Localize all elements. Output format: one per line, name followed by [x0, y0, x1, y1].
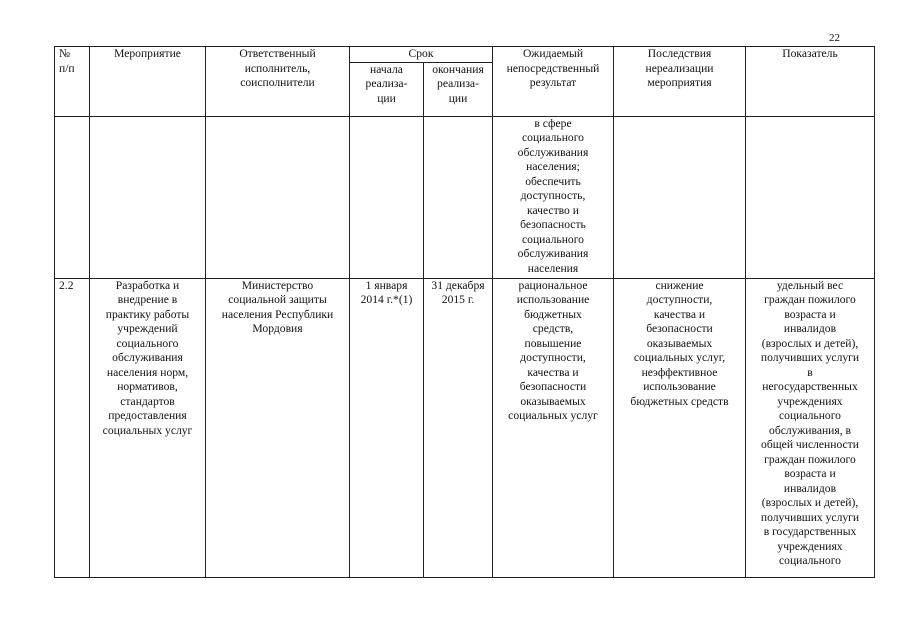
- row-num: [55, 116, 90, 278]
- header-term: Срок: [350, 47, 493, 63]
- table-row: [55, 116, 875, 278]
- measures-table: [54, 46, 875, 578]
- header-num: № п/п: [55, 47, 90, 117]
- row-executor: Министерство социальной защиты населения Республики Мордовия: [206, 278, 350, 577]
- header-consequences: Последствия нереализации мероприятия: [614, 47, 746, 117]
- row-event: [90, 116, 206, 278]
- row-result: рациональное использование бюджетных средств, повышение доступности, качества и безопасности оказываемых социальных услуг: [493, 278, 614, 577]
- row-indicator: удельный вес граждан пожилого возраста и инвалидов (взрослых и детей), получивших услуги в негосударственных учреждениях социального обслуживания, в общей численности граждан пожилого возраста и инвалидов (взрослых и детей), получивших услуги в государственных учреждениях социального: [746, 278, 875, 577]
- header-indicator: Показатель: [746, 47, 875, 117]
- header-row: [55, 47, 875, 63]
- row-consequences: снижение доступности, качества и безопасности оказываемых социальных услуг, неэффективное использование бюджетных средств: [614, 278, 746, 577]
- row-start: 1 января 2014 г.*(1): [350, 278, 424, 577]
- header-event: Мероприятие: [90, 47, 206, 117]
- page-number: 22: [829, 32, 840, 44]
- row-consequences: [614, 116, 746, 278]
- row-end: [424, 116, 493, 278]
- header-term-end: окончания реализа- ции: [424, 62, 493, 116]
- table-row: [55, 278, 875, 577]
- row-start: [350, 116, 424, 278]
- row-event: Разработка и внедрение в практику работы учреждений социального обслуживания населения норм, нормативов, стандартов предоставления социальных услуг: [90, 278, 206, 577]
- row-indicator: [746, 116, 875, 278]
- header-executor: Ответственный исполнитель, соисполнители: [206, 47, 350, 117]
- row-num: 2.2: [55, 278, 90, 577]
- row-executor: [206, 116, 350, 278]
- header-result: Ожидаемый непосредственный результат: [493, 47, 614, 117]
- header-term-start: начала реализа- ции: [350, 62, 424, 116]
- row-result: в сфере социального обслуживания населения; обеспечить доступность, качество и безопасность социального обслуживания населения: [493, 116, 614, 278]
- row-end: 31 декабря 2015 г.: [424, 278, 493, 577]
